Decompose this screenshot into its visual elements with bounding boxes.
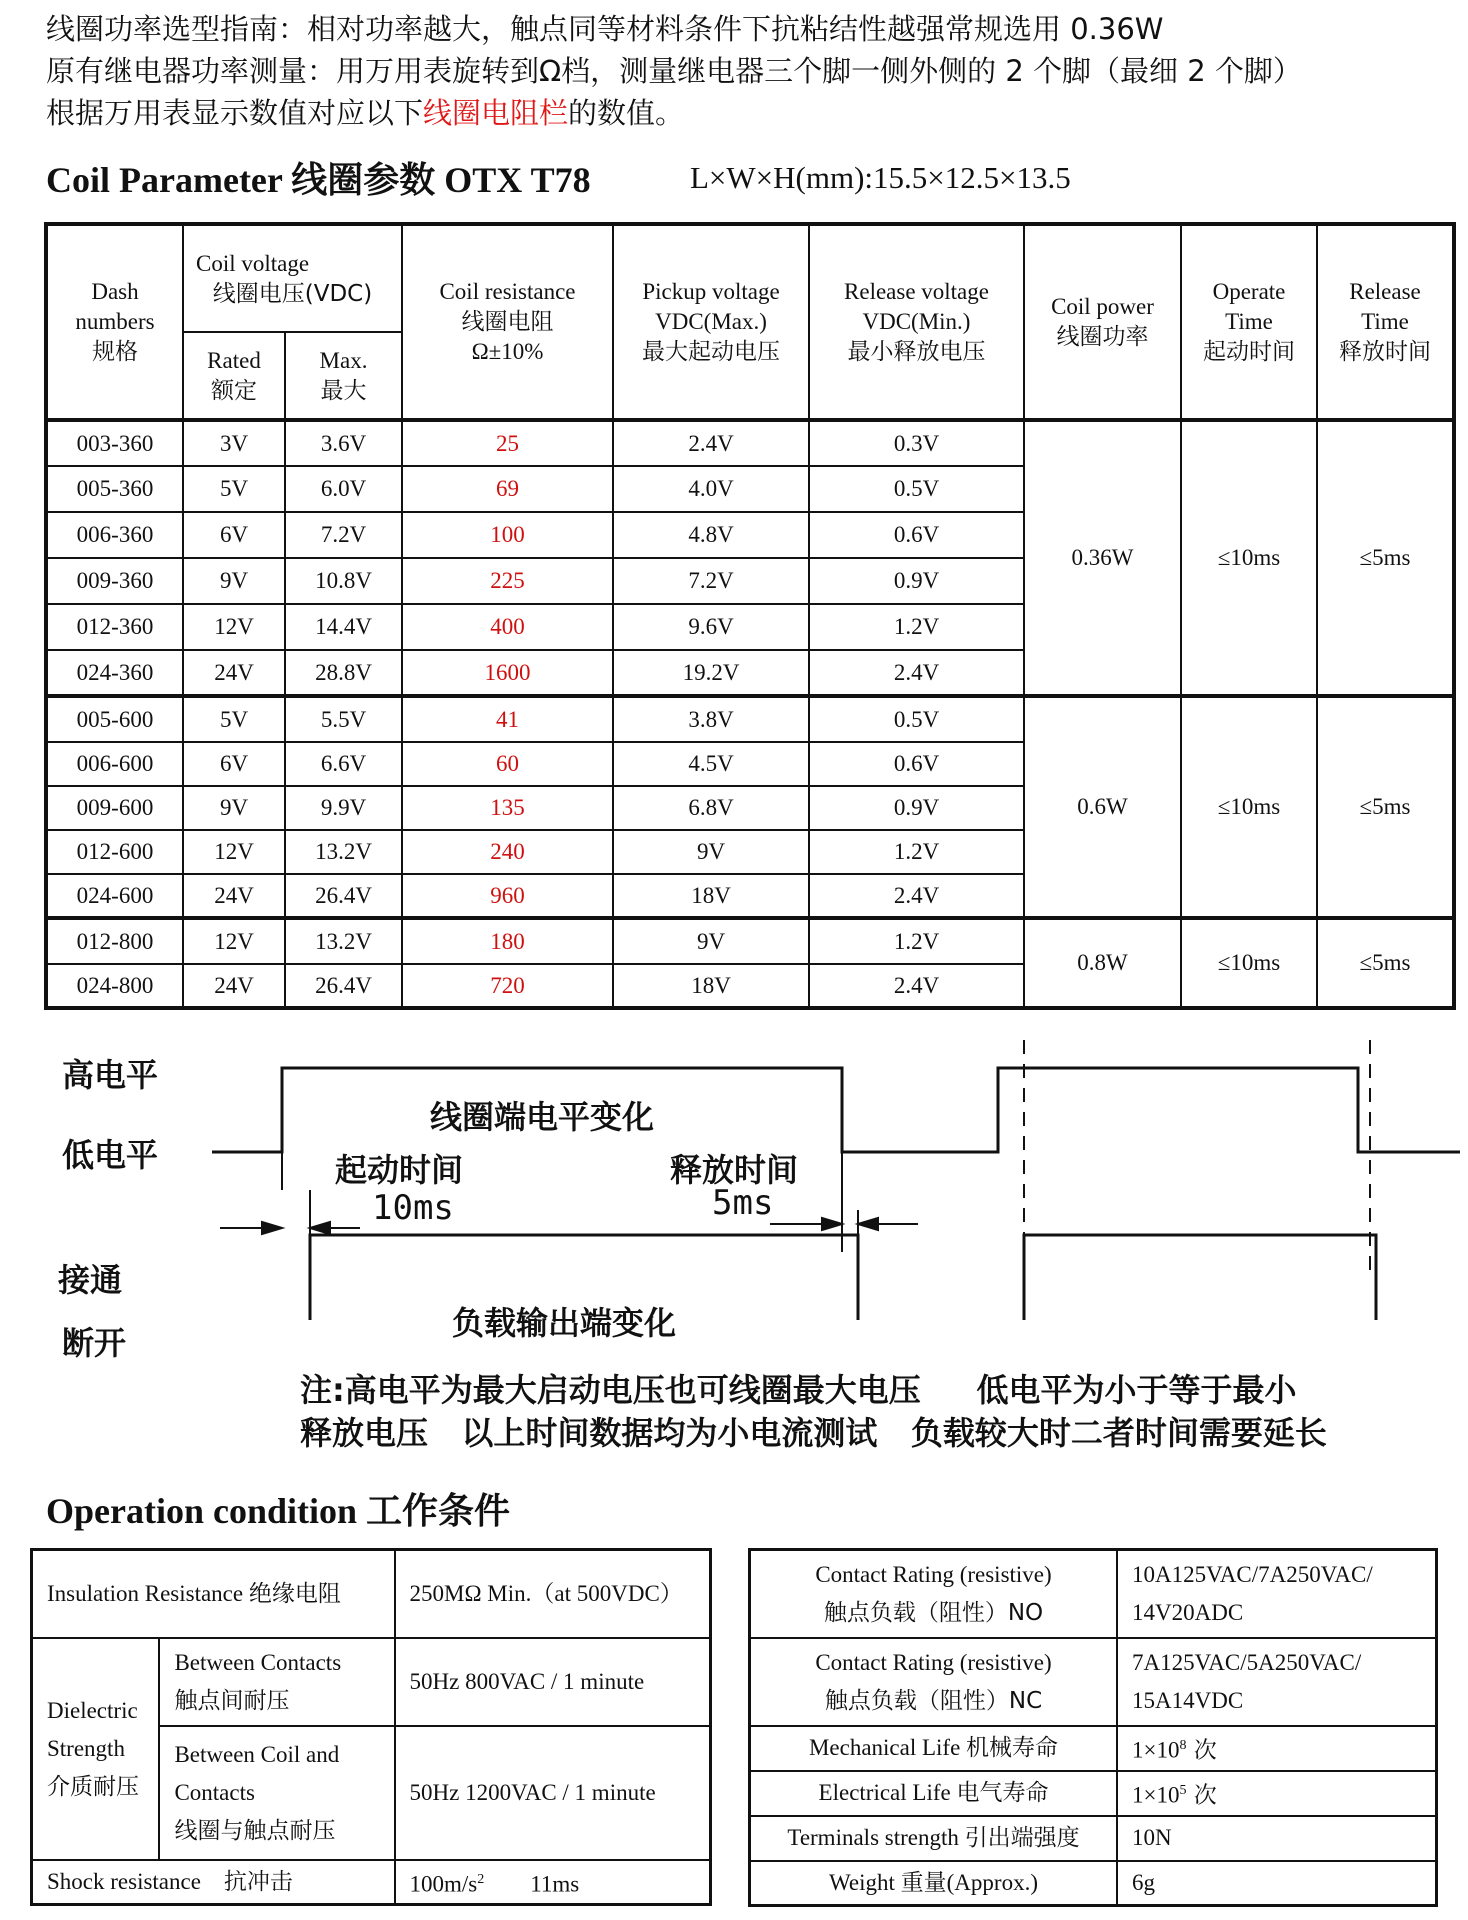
note-line-2: 释放电压 以上时间数据均为小电流测试 负载较大时二者时间需要延长 [300,1414,1327,1452]
coil-power: 0.36W [1024,420,1181,696]
coil-resistance: 400 [402,604,613,650]
note-line-1: 注:高电平为最大启动电压也可线圈最大电压 低电平为小于等于最小 [300,1371,1297,1409]
max-voltage: 3.6V [285,420,402,466]
label-low: 低电平 [62,1136,159,1174]
rated-voltage: 24V [183,964,285,1008]
header-coil-power: Coil power 线圈功率 [1024,224,1181,420]
dash-number: 003-360 [46,420,183,466]
rated-voltage: 12V [183,604,285,650]
max-voltage: 26.4V [285,874,402,918]
operation-condition-title: Operation condition 工作条件 [46,1491,511,1532]
intro-line-2: 原有继电器功率测量：用万用表旋转到Ω档，测量继电器三个脚一侧外侧的 2 个脚（最细 2 个脚） [46,54,1302,88]
table-row [46,918,1454,964]
release-time: ≤5ms [1317,918,1454,1008]
coil-resistance: 240 [402,830,613,874]
header-operate-time: Operate Time 起动时间 [1181,224,1317,420]
terminal-strength-value: 10N [1117,1816,1436,1861]
operation-left-table [30,1548,712,1906]
dash-number: 012-360 [46,604,183,650]
between-contacts-value: 50Hz 800VAC / 1 minute [395,1638,711,1726]
contact-nc-label: Contact Rating (resistive) 触点负载（阻性）NC [750,1638,1118,1726]
release-voltage: 0.6V [809,742,1024,786]
coil-parameter-title: Coil Parameter 线圈参数 OTX T78 [46,160,591,201]
terminal-strength-label: Terminals strength 引出端强度 [750,1816,1118,1861]
intro-line-3: 根据万用表显示数值对应以下线圈电阻栏的数值。 [46,96,685,130]
coil-resistance-highlight: 线圈电阻栏 [423,96,569,130]
header-max: Max. 最大 [285,332,402,420]
value-operate-time: 10ms [372,1188,454,1228]
dielectric-label: Dielectric Strength 介质耐压 [32,1638,160,1860]
operate-time: ≤10ms [1181,696,1317,918]
pickup-voltage: 9V [613,918,809,964]
shock-label: Shock resistance 抗冲击 [32,1860,395,1905]
pickup-voltage: 3.8V [613,696,809,742]
coil-resistance: 720 [402,964,613,1008]
release-voltage: 0.3V [809,420,1024,466]
contact-no-label: Contact Rating (resistive) 触点负载（阻性）NO [750,1550,1118,1638]
header-coil-voltage: Coil voltage 线圈电压(VDC) [183,224,402,332]
dash-number: 024-360 [46,650,183,696]
between-coil-label: Between Coil and Contacts 线圈与触点耐压 [159,1726,394,1860]
release-voltage: 2.4V [809,874,1024,918]
pickup-voltage: 4.5V [613,742,809,786]
table-row [46,420,1454,466]
shock-value: $100m/s^2$ 11ms [395,1860,711,1905]
rated-voltage: 9V [183,786,285,830]
dash-number: 006-360 [46,512,183,558]
load-waveform [208,1235,1460,1320]
coil-table-body [46,420,1454,1008]
header-release-voltage: Release voltage VDC(Min.) 最小释放电压 [809,224,1024,420]
max-voltage: 7.2V [285,512,402,558]
release-voltage: 2.4V [809,964,1024,1008]
dash-number: 024-600 [46,874,183,918]
header-pickup: Pickup voltage VDC(Max.) 最大起动电压 [613,224,809,420]
mechanical-life-label: Mechanical Life 机械寿命 [750,1726,1118,1771]
rated-voltage: 5V [183,696,285,742]
max-voltage: 13.2V [285,830,402,874]
operate-time: ≤10ms [1181,918,1317,1008]
rated-voltage: 12V [183,830,285,874]
rated-voltage: 12V [183,918,285,964]
release-time: ≤5ms [1317,696,1454,918]
max-voltage: 9.9V [285,786,402,830]
coil-resistance: 100 [402,512,613,558]
dash-number: 005-600 [46,696,183,742]
release-voltage: 1.2V [809,604,1024,650]
rated-voltage: 24V [183,650,285,696]
coil-resistance: 135 [402,786,613,830]
rated-voltage: 24V [183,874,285,918]
dash-number: 024-800 [46,964,183,1008]
coil-resistance: 60 [402,742,613,786]
operate-time: ≤10ms [1181,420,1317,696]
coil-resistance: 960 [402,874,613,918]
label-release-time: 释放时间 [670,1151,799,1189]
coil-resistance: 69 [402,466,613,512]
pickup-voltage: 18V [613,874,809,918]
coil-resistance: 1600 [402,650,613,696]
coil-parameter-table [44,222,1456,1010]
release-time: ≤5ms [1317,420,1454,696]
electrical-life-value: $1\times 10^5$ 次 [1117,1771,1436,1816]
max-voltage: 6.6V [285,742,402,786]
label-high: 高电平 [62,1056,159,1094]
dash-number: 009-360 [46,558,183,604]
dash-number: 009-600 [46,786,183,830]
header-dash: Dash numbers 规格 [46,224,183,420]
header-rated: Rated 额定 [183,332,285,420]
pickup-voltage: 19.2V [613,650,809,696]
max-voltage: 5.5V [285,696,402,742]
pickup-voltage: 2.4V [613,420,809,466]
pickup-voltage: 4.0V [613,466,809,512]
rated-voltage: 9V [183,558,285,604]
coil-resistance: 41 [402,696,613,742]
release-voltage: 0.9V [809,786,1024,830]
coil-resistance: 25 [402,420,613,466]
intro-text [46,8,1302,134]
dashed-guides [1024,1040,1370,1280]
release-voltage: 0.9V [809,558,1024,604]
label-operate-time: 起动时间 [335,1151,464,1189]
coil-resistance: 180 [402,918,613,964]
rated-voltage: 3V [183,420,285,466]
weight-label: Weight 重量(Approx.) [750,1861,1118,1906]
release-voltage: 0.5V [809,696,1024,742]
max-voltage: 28.8V [285,650,402,696]
dimensions: L×W×H(mm):15.5×12.5×13.5 [690,160,1071,195]
max-voltage: 14.4V [285,604,402,650]
dash-number: 006-600 [46,742,183,786]
release-voltage: 0.5V [809,466,1024,512]
intro-line-1: 线圈功率选型指南：相对功率越大，触点同等材料条件下抗粘结性越强常规选用 0.36W [46,12,1164,46]
label-coil-change: 线圈端电平变化 [430,1098,655,1136]
max-voltage: 26.4V [285,964,402,1008]
mechanical-life-value: $1\times 10^8$ 次 [1117,1726,1436,1771]
insulation-label: Insulation Resistance 绝缘电阻 [32,1550,395,1638]
pickup-voltage: 9.6V [613,604,809,650]
dash-number: 005-360 [46,466,183,512]
dash-number: 012-800 [46,918,183,964]
contact-nc-value: 7A125VAC/5A250VAC/ 15A14VDC [1117,1638,1436,1726]
pickup-voltage: 9V [613,830,809,874]
max-voltage: 10.8V [285,558,402,604]
rated-voltage: 6V [183,512,285,558]
release-voltage: 1.2V [809,918,1024,964]
max-voltage: 13.2V [285,918,402,964]
pickup-voltage: 4.8V [613,512,809,558]
max-voltage: 6.0V [285,466,402,512]
pickup-voltage: 6.8V [613,786,809,830]
rated-voltage: 5V [183,466,285,512]
label-load-change: 负载输出端变化 [452,1304,677,1342]
coil-power: 0.8W [1024,918,1181,1008]
rated-voltage: 6V [183,742,285,786]
table-row [46,696,1454,742]
label-on: 接通 [58,1261,123,1299]
operation-right-table [748,1548,1438,1907]
header-resistance: Coil resistance 线圈电阻 Ω±10% [402,224,613,420]
between-contacts-label: Between Contacts 触点间耐压 [159,1638,394,1726]
value-release-time: 5ms [712,1183,774,1223]
header-release-time: Release Time 释放时间 [1317,224,1454,420]
weight-value: 6g [1117,1861,1436,1906]
release-voltage: 0.6V [809,512,1024,558]
electrical-life-label: Electrical Life 电气寿命 [750,1771,1118,1816]
label-off: 断开 [62,1324,127,1362]
coil-power: 0.6W [1024,696,1181,918]
release-voltage: 1.2V [809,830,1024,874]
dash-number: 012-600 [46,830,183,874]
coil-resistance: 225 [402,558,613,604]
between-coil-value: 50Hz 1200VAC / 1 minute [395,1726,711,1860]
pickup-voltage: 18V [613,964,809,1008]
insulation-value: 250MΩ Min.（at 500VDC） [395,1550,711,1638]
coil-waveform [212,1068,1460,1152]
pickup-voltage: 7.2V [613,558,809,604]
release-voltage: 2.4V [809,650,1024,696]
contact-no-value: 10A125VAC/7A250VAC/ 14V20ADC [1117,1550,1436,1638]
